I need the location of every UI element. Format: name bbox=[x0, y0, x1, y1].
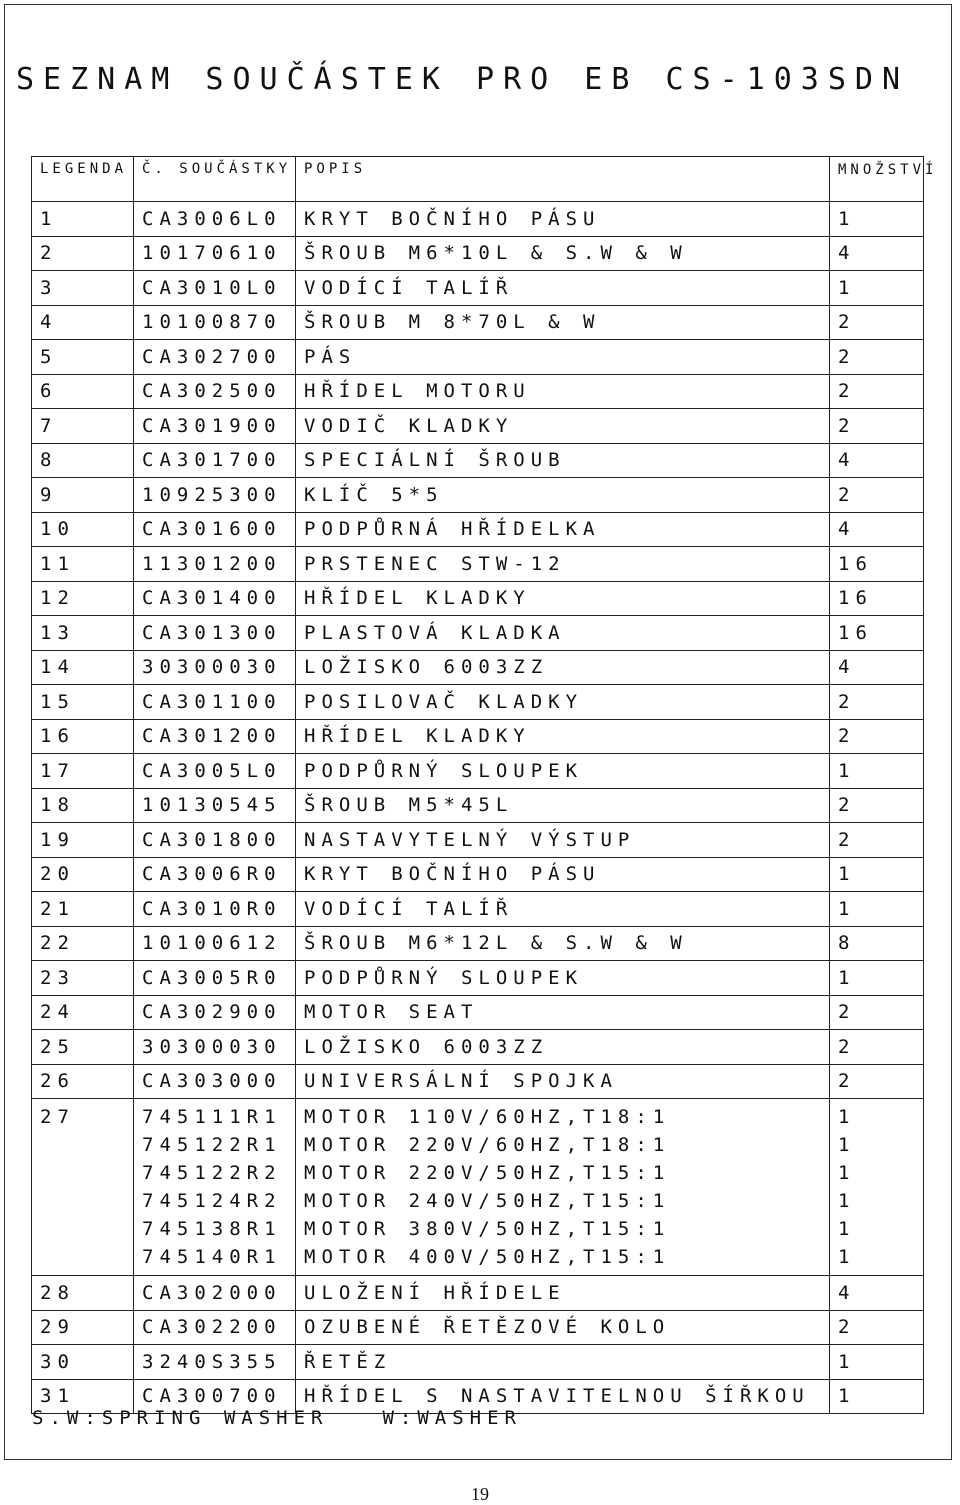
table-row bbox=[32, 236, 924, 271]
legend-cell: 8 bbox=[32, 443, 134, 478]
table-row bbox=[32, 926, 924, 961]
legend-cell: 18 bbox=[32, 788, 134, 823]
page-number: 19 bbox=[471, 1484, 489, 1504]
quantity-cell: 1 bbox=[830, 271, 924, 306]
quantity-cell: 1 bbox=[830, 961, 924, 996]
description-cell: ŠROUB M5*45L bbox=[296, 788, 830, 823]
part-number-cell: CA301900 bbox=[134, 409, 296, 444]
motor-description: MOTOR 220V/60HZ,T18:1 bbox=[304, 1134, 671, 1156]
quantity-cell: 2 bbox=[830, 685, 924, 720]
part-number-cell: 30300030 bbox=[134, 1030, 296, 1065]
description-cell: NASTAVYTELNÝ VÝSTUP bbox=[296, 823, 830, 858]
part-number-cell: 10100612 bbox=[134, 926, 296, 961]
description-cell: OZUBENÉ ŘETĚZOVÉ KOLO bbox=[296, 1310, 830, 1345]
part-number-cell: 30300030 bbox=[134, 650, 296, 685]
motor-part-number: 745140R1 bbox=[142, 1246, 282, 1268]
legend-cell: 11 bbox=[32, 547, 134, 582]
legend-cell: 20 bbox=[32, 857, 134, 892]
quantity-cell: 16 bbox=[830, 547, 924, 582]
motor-description: MOTOR 220V/50HZ,T15:1 bbox=[304, 1162, 671, 1184]
part-number-cell: 10170610 bbox=[134, 236, 296, 271]
legend-cell: 28 bbox=[32, 1276, 134, 1311]
table-row bbox=[32, 512, 924, 547]
part-number-cell: CA3006R0 bbox=[134, 857, 296, 892]
parts-table bbox=[31, 156, 938, 1414]
part-number-cell: CA301700 bbox=[134, 443, 296, 478]
quantity-cell: 2 bbox=[830, 1064, 924, 1099]
part-number-cell: CA3005R0 bbox=[134, 961, 296, 996]
motor-quantity: 1 bbox=[838, 1246, 856, 1268]
header-quantity: MNOŽSTVÍ bbox=[830, 157, 924, 202]
legend-cell: 24 bbox=[32, 995, 134, 1030]
quantity-cell: 4 bbox=[830, 443, 924, 478]
quantity-cell: 2 bbox=[830, 995, 924, 1030]
part-number-cell: CA303000 bbox=[134, 1064, 296, 1099]
legend-cell: 5 bbox=[32, 340, 134, 375]
table-header-row bbox=[32, 157, 924, 202]
table-row bbox=[32, 754, 924, 789]
description-cell bbox=[296, 1099, 830, 1276]
legend-cell bbox=[32, 1099, 134, 1276]
quantity-cell: 2 bbox=[830, 305, 924, 340]
part-number-cell: CA3005L0 bbox=[134, 754, 296, 789]
table-row bbox=[32, 581, 924, 616]
table-row bbox=[32, 547, 924, 582]
motor-quantity: 1 bbox=[838, 1218, 856, 1240]
table-row bbox=[32, 823, 924, 858]
part-number-cell: CA3006L0 bbox=[134, 202, 296, 237]
legend-cell: 13 bbox=[32, 616, 134, 651]
motor-quantity: 1 bbox=[838, 1134, 856, 1156]
quantity-cell: 2 bbox=[830, 719, 924, 754]
motor-description: MOTOR 110V/60HZ,T18:1 bbox=[304, 1106, 671, 1128]
table-row bbox=[32, 409, 924, 444]
description-cell: VODÍCÍ TALÍŘ bbox=[296, 892, 830, 927]
description-cell: ŠROUB M6*10L & S.W & W bbox=[296, 236, 830, 271]
table-row bbox=[32, 305, 924, 340]
description-cell: PODPŮRNÝ SLOUPEK bbox=[296, 961, 830, 996]
table-row bbox=[32, 443, 924, 478]
description-cell: KLÍČ 5*5 bbox=[296, 478, 830, 513]
quantity-cell: 4 bbox=[830, 512, 924, 547]
motor-part-number: 745122R1 bbox=[142, 1134, 282, 1156]
part-number-cell: CA301300 bbox=[134, 616, 296, 651]
motor-quantity: 1 bbox=[838, 1106, 856, 1128]
table-row-motor-variants bbox=[32, 1099, 924, 1276]
quantity-cell: 1 bbox=[830, 754, 924, 789]
quantity-cell: 2 bbox=[830, 374, 924, 409]
part-number-cell: CA301600 bbox=[134, 512, 296, 547]
description-cell: UNIVERSÁLNÍ SPOJKA bbox=[296, 1064, 830, 1099]
part-number-cell: 10925300 bbox=[134, 478, 296, 513]
part-number-cell: CA301200 bbox=[134, 719, 296, 754]
description-cell: PODPŮRNÁ HŘÍDELKA bbox=[296, 512, 830, 547]
description-cell: PÁS bbox=[296, 340, 830, 375]
part-number-cell: CA302700 bbox=[134, 340, 296, 375]
motor-part-number: 745122R2 bbox=[142, 1162, 282, 1184]
quantity-cell: 2 bbox=[830, 1030, 924, 1065]
legend-cell: 14 bbox=[32, 650, 134, 685]
description-cell: KRYT BOČNÍHO PÁSU bbox=[296, 202, 830, 237]
description-cell: ŠROUB M6*12L & S.W & W bbox=[296, 926, 830, 961]
table-row bbox=[32, 1276, 924, 1311]
quantity-cell: 2 bbox=[830, 409, 924, 444]
legend-cell: 2 bbox=[32, 236, 134, 271]
description-cell: VODÍCÍ TALÍŘ bbox=[296, 271, 830, 306]
part-number-cell: CA301800 bbox=[134, 823, 296, 858]
part-number-cell: CA301400 bbox=[134, 581, 296, 616]
part-number-cell: CA302500 bbox=[134, 374, 296, 409]
motor-description: MOTOR 240V/50HZ,T15:1 bbox=[304, 1190, 671, 1212]
description-cell: PLASTOVÁ KLADKA bbox=[296, 616, 830, 651]
table-row bbox=[32, 961, 924, 996]
legend-cell: 31 bbox=[32, 1379, 134, 1414]
legend-value: 27 bbox=[40, 1106, 75, 1128]
table-row bbox=[32, 857, 924, 892]
legend-cell: 9 bbox=[32, 478, 134, 513]
abbreviation-note bbox=[32, 1407, 522, 1429]
description-cell: PRSTENEC STW-12 bbox=[296, 547, 830, 582]
legend-cell: 16 bbox=[32, 719, 134, 754]
quantity-cell: 1 bbox=[830, 1345, 924, 1380]
parts-table-body bbox=[32, 202, 924, 1414]
description-cell: HŘÍDEL KLADKY bbox=[296, 719, 830, 754]
part-number-cell: CA302200 bbox=[134, 1310, 296, 1345]
legend-cell: 7 bbox=[32, 409, 134, 444]
legend-cell: 25 bbox=[32, 1030, 134, 1065]
part-number-cell: CA301100 bbox=[134, 685, 296, 720]
legend-cell: 22 bbox=[32, 926, 134, 961]
motor-description: MOTOR 380V/50HZ,T15:1 bbox=[304, 1218, 671, 1240]
description-cell: SPECIÁLNÍ ŠROUB bbox=[296, 443, 830, 478]
description-cell: HŘÍDEL KLADKY bbox=[296, 581, 830, 616]
table-row bbox=[32, 719, 924, 754]
table-row bbox=[32, 1064, 924, 1099]
legend-cell: 30 bbox=[32, 1345, 134, 1380]
quantity-cell: 16 bbox=[830, 581, 924, 616]
table-row bbox=[32, 1345, 924, 1380]
part-number-cell: CA3010L0 bbox=[134, 271, 296, 306]
part-number-cell: CA302900 bbox=[134, 995, 296, 1030]
part-number-cell: CA3010R0 bbox=[134, 892, 296, 927]
description-cell: HŘÍDEL S NASTAVITELNOU ŠÍŘKOU bbox=[296, 1379, 830, 1414]
legend-cell: 4 bbox=[32, 305, 134, 340]
table-row bbox=[32, 892, 924, 927]
table-row bbox=[32, 478, 924, 513]
quantity-cell: 2 bbox=[830, 823, 924, 858]
quantity-cell: 1 bbox=[830, 1379, 924, 1414]
table-row bbox=[32, 202, 924, 237]
legend-cell: 6 bbox=[32, 374, 134, 409]
description-cell: PODPŮRNÝ SLOUPEK bbox=[296, 754, 830, 789]
header-part-number: Č. SOUČÁSTKY bbox=[134, 157, 296, 202]
motor-part-number: 745138R1 bbox=[142, 1218, 282, 1240]
table-row bbox=[32, 374, 924, 409]
description-cell: VODIČ KLADKY bbox=[296, 409, 830, 444]
header-description: POPIS bbox=[296, 157, 830, 202]
quantity-cell: 2 bbox=[830, 788, 924, 823]
legend-cell: 26 bbox=[32, 1064, 134, 1099]
table-row bbox=[32, 650, 924, 685]
legend-cell: 21 bbox=[32, 892, 134, 927]
part-number-cell: CA300700 bbox=[134, 1379, 296, 1414]
note-washer: W:WASHER bbox=[382, 1407, 522, 1429]
description-cell: LOŽISKO 6003ZZ bbox=[296, 650, 830, 685]
header-legend: LEGENDA bbox=[32, 157, 134, 202]
legend-cell: 19 bbox=[32, 823, 134, 858]
legend-cell: 10 bbox=[32, 512, 134, 547]
quantity-cell: 1 bbox=[830, 857, 924, 892]
quantity-cell: 2 bbox=[830, 478, 924, 513]
quantity-cell: 4 bbox=[830, 650, 924, 685]
legend-cell: 17 bbox=[32, 754, 134, 789]
table-row bbox=[32, 788, 924, 823]
legend-cell: 1 bbox=[32, 202, 134, 237]
description-cell: POSILOVAČ KLADKY bbox=[296, 685, 830, 720]
part-number-cell: CA302000 bbox=[134, 1276, 296, 1311]
quantity-cell: 2 bbox=[830, 1310, 924, 1345]
description-cell: KRYT BOČNÍHO PÁSU bbox=[296, 857, 830, 892]
description-cell: MOTOR SEAT bbox=[296, 995, 830, 1030]
legend-cell: 15 bbox=[32, 685, 134, 720]
part-number-cell bbox=[134, 1099, 296, 1276]
part-number-cell: 10130545 bbox=[134, 788, 296, 823]
part-number-cell: 3240S355 bbox=[134, 1345, 296, 1380]
quantity-cell: 16 bbox=[830, 616, 924, 651]
table-row bbox=[32, 685, 924, 720]
description-cell: HŘÍDEL MOTORU bbox=[296, 374, 830, 409]
description-cell: ŠROUB M 8*70L & W bbox=[296, 305, 830, 340]
quantity-cell: 1 bbox=[830, 892, 924, 927]
table-row bbox=[32, 340, 924, 375]
note-spring-washer: S.W:SPRING WASHER bbox=[32, 1407, 329, 1429]
page-title: SEZNAM SOUČÁSTEK PRO EB CS-103SDN bbox=[16, 62, 910, 97]
table-row bbox=[32, 1030, 924, 1065]
quantity-cell bbox=[830, 1099, 924, 1276]
legend-cell: 29 bbox=[32, 1310, 134, 1345]
legend-cell: 3 bbox=[32, 271, 134, 306]
quantity-cell: 8 bbox=[830, 926, 924, 961]
motor-part-number: 745124R2 bbox=[142, 1190, 282, 1212]
table-row bbox=[32, 995, 924, 1030]
description-cell: ŘETĚZ bbox=[296, 1345, 830, 1380]
quantity-cell: 2 bbox=[830, 340, 924, 375]
table-row bbox=[32, 616, 924, 651]
quantity-cell: 4 bbox=[830, 1276, 924, 1311]
quantity-cell: 4 bbox=[830, 236, 924, 271]
motor-description: MOTOR 400V/50HZ,T15:1 bbox=[304, 1246, 671, 1268]
quantity-cell: 1 bbox=[830, 202, 924, 237]
part-number-cell: 11301200 bbox=[134, 547, 296, 582]
motor-quantity: 1 bbox=[838, 1162, 856, 1184]
motor-part-number: 745111R1 bbox=[142, 1106, 282, 1128]
motor-quantity: 1 bbox=[838, 1190, 856, 1212]
table-row bbox=[32, 271, 924, 306]
legend-cell: 23 bbox=[32, 961, 134, 996]
table-row bbox=[32, 1310, 924, 1345]
description-cell: LOŽISKO 6003ZZ bbox=[296, 1030, 830, 1065]
part-number-cell: 10100870 bbox=[134, 305, 296, 340]
legend-cell: 12 bbox=[32, 581, 134, 616]
description-cell: ULOŽENÍ HŘÍDELE bbox=[296, 1276, 830, 1311]
